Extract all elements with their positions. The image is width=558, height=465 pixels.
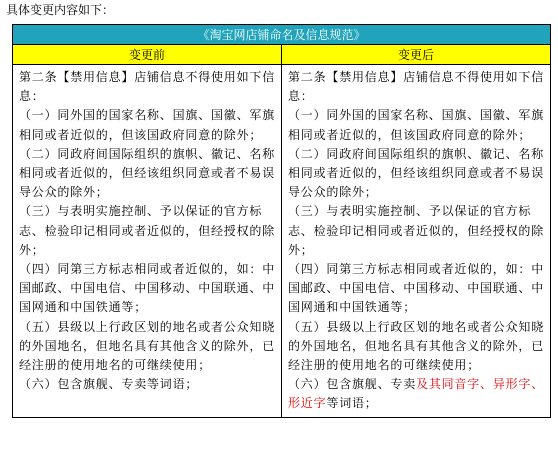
highlighted-change: 及其同音字、异形字、形近字 [288,377,545,411]
after-item-6 [288,375,544,413]
column-header-before: 变更前 [13,45,282,65]
after-article-heading: 第二条【禁用信息】店铺信息不得使用如下信息： [288,70,545,104]
before-item-3: （三）与表明实施控制、予以保证的官方标志、检验印记相同或者近似的，但经授权的除外； [19,204,276,257]
after-item-5: （五）县级以上行政区划的地名或者公众知晓的外国地名，但地名具有其他含义的除外，已经注册的使用地名的可继续使用； [288,319,545,373]
before-cell [13,65,282,418]
after-item-4: （四）同第三方标志相同或者近似的，如：中国邮政、中国电信、中国移动、中国联通、中国网通和中国铁通等； [288,262,545,315]
title-row [13,25,551,45]
table-title: 《淘宝网店铺命名及信息规范》 [197,27,366,42]
after-item-2: （二）同政府间国际组织的旗帜、徽记、名称相同或者近似的，但经该组织同意或者不易误导公众的除外； [288,146,545,200]
column-header-after: 变更后 [282,45,551,65]
before-item-5: （五）县级以上行政区划的地名或者公众知晓的外国地名，但地名具有其他含义的除外，已经注册的使用地名的可继续使用； [19,319,276,373]
before-item-2: （二）同政府间国际组织的旗帜、徽记、名称相同或者近似的，但经该组织同意或者不易误导公众的除外； [19,146,276,200]
before-item-4: （四）同第三方标志相同或者近似的，如：中国邮政、中国电信、中国移动、中国联通、中国网通和中国铁通等； [19,262,276,315]
comparison-table [12,24,551,418]
before-item-6: （六）包含旗舰、专卖等词语； [19,377,199,392]
intro-text: 具体变更内容如下： [6,3,115,17]
after-item-6-text: （六）包含旗舰、专卖 [288,377,417,392]
header-row [13,45,551,65]
before-item-1: （一）同外国的国家名称、国旗、国徽、军旗相同或者近似的，但该国政府同意的除外； [19,108,276,142]
after-cell [282,65,551,418]
before-article-heading: 第二条【禁用信息】店铺信息不得使用如下信息： [19,70,276,104]
after-item-1: （一）同外国的国家名称、国旗、国徽、军旗相同或者近似的，但该国政府同意的除外； [288,108,545,142]
content-row [13,65,551,418]
after-item-6-text-end: 等词语； [326,396,378,411]
table-title-cell [13,25,551,45]
after-item-3: （三）与表明实施控制、予以保证的官方标志、检验印记相同或者近似的，但经授权的除外； [288,204,545,257]
